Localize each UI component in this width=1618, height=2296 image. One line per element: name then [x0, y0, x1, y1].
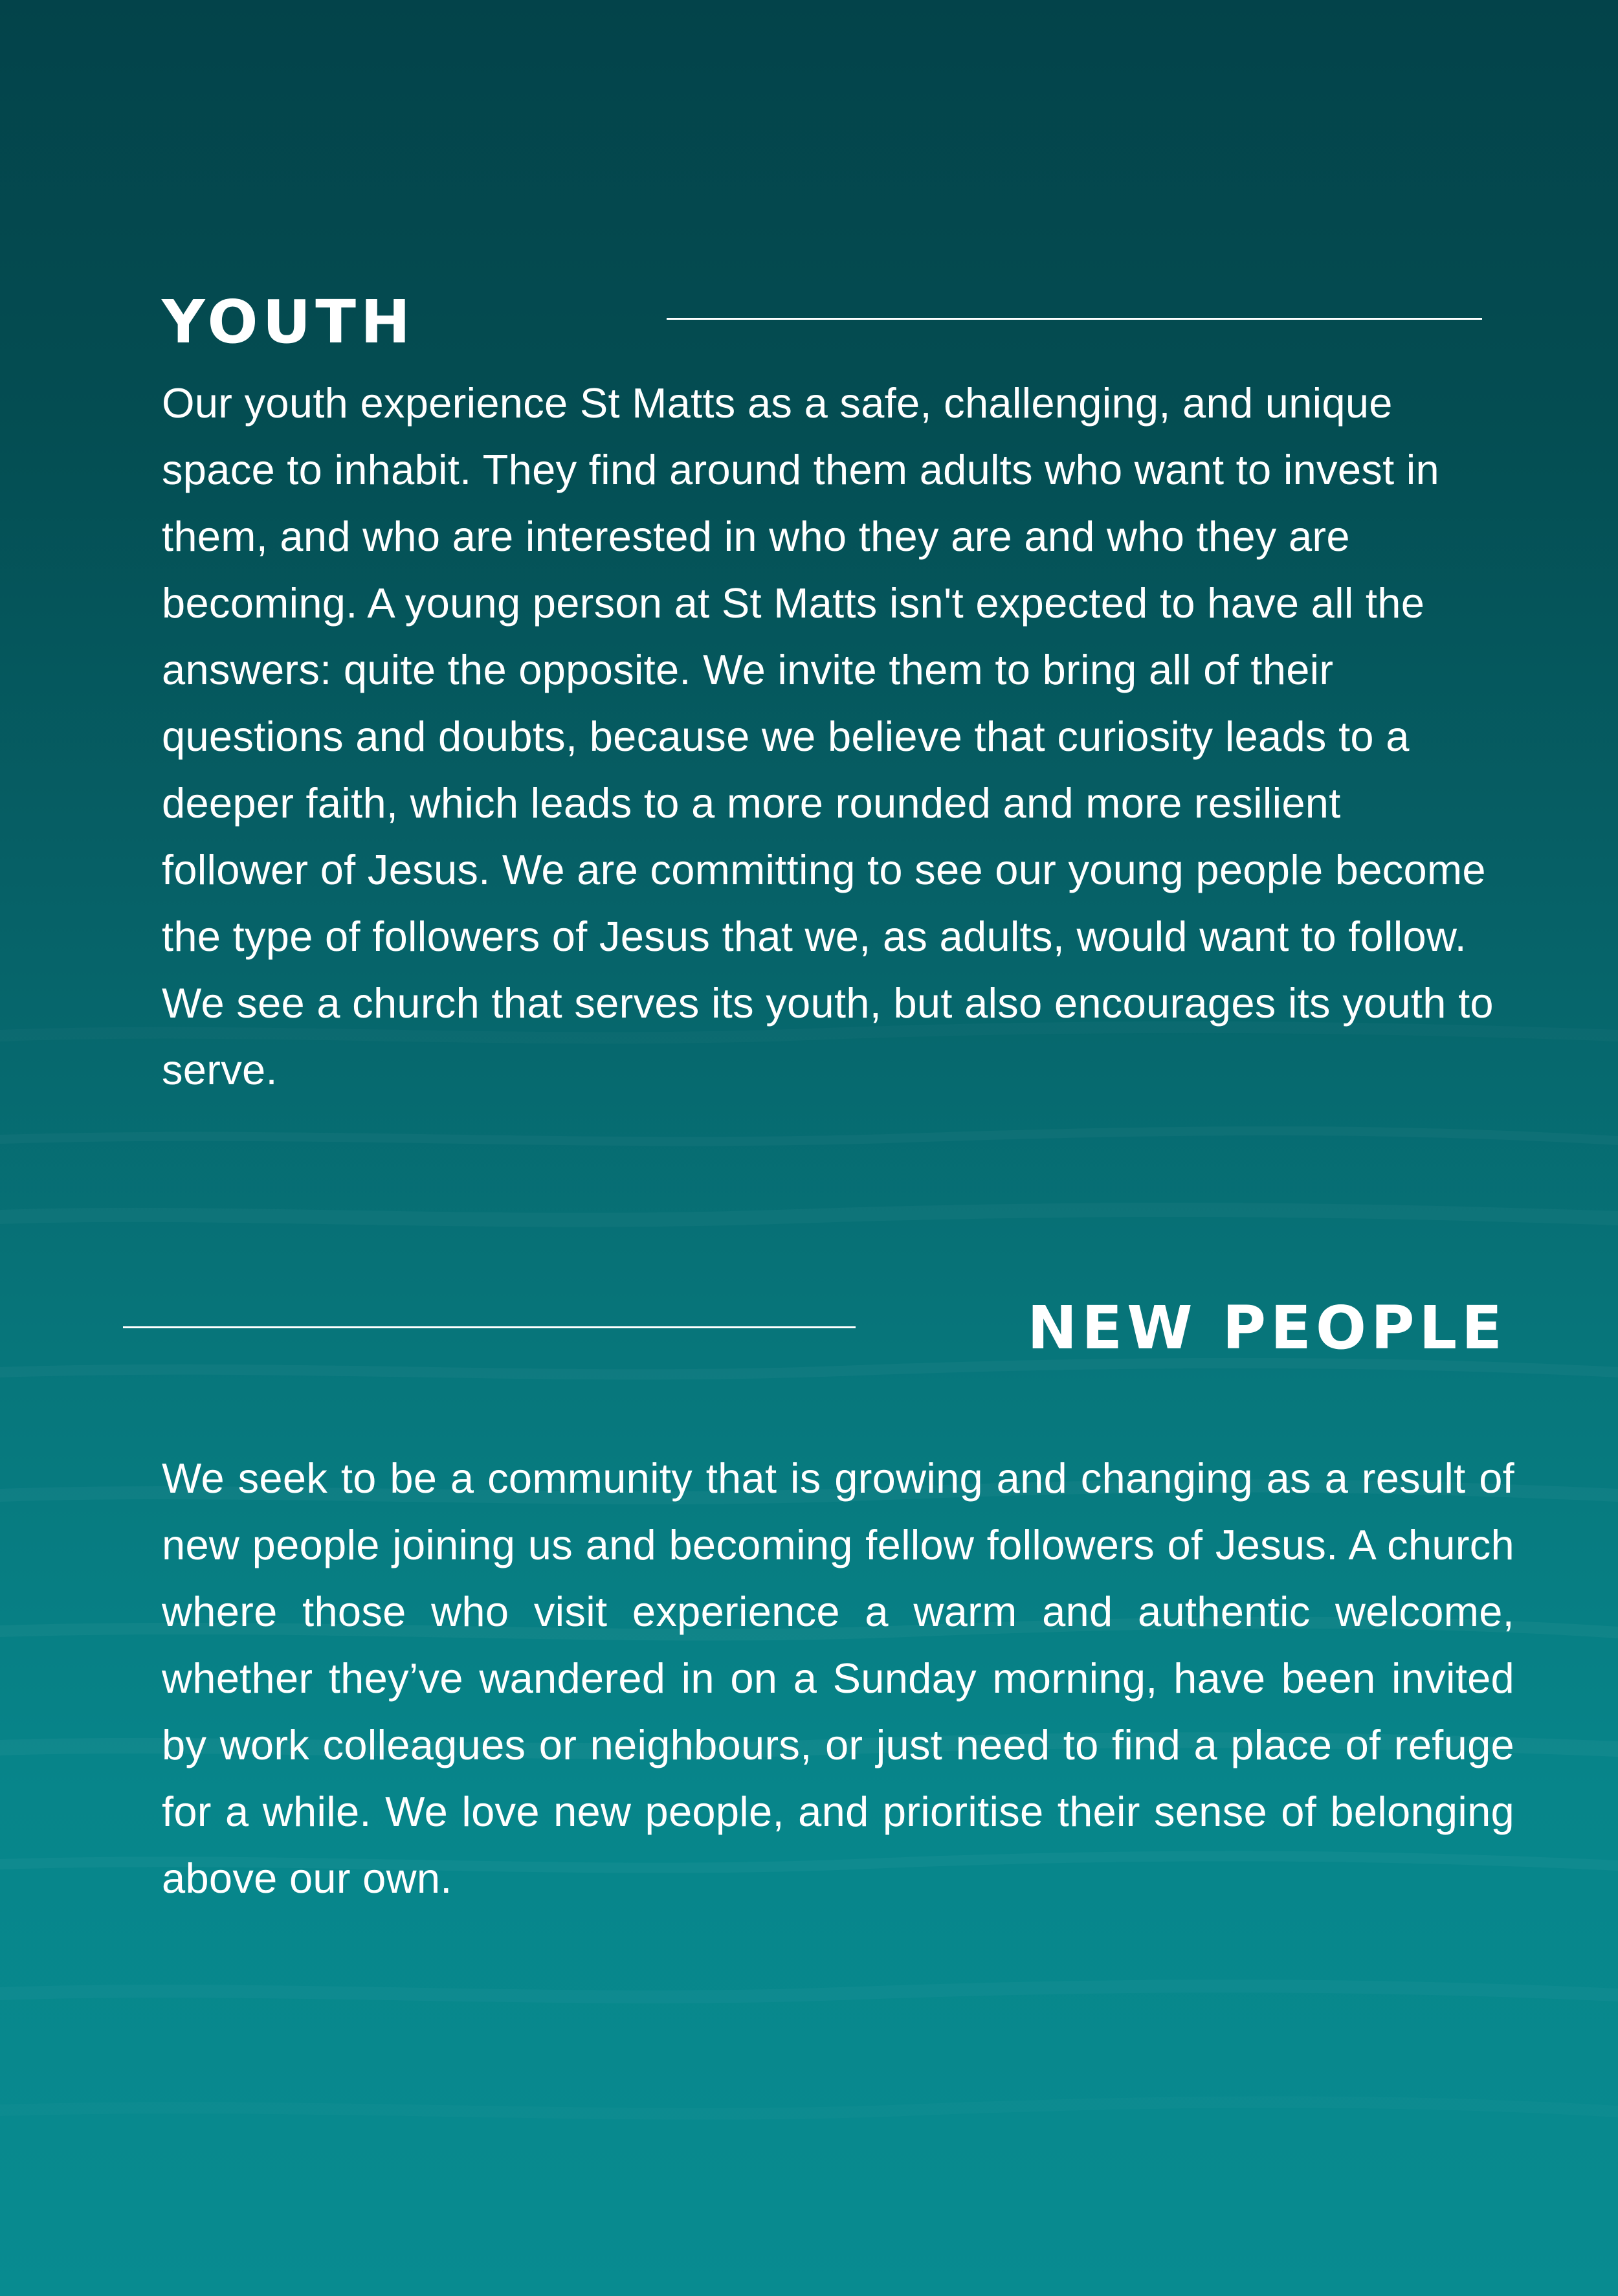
youth-body-text: Our youth experience St Matts as a safe, challenging, and unique space to inhabit. They find around them adults who want to invest in them, and who are interested in who they are and who they are becoming. A young person at St Matts isn't expected to have all the answers: quite the opposite. We invite them to bring all of their questions and doubts, because we believe that curiosity leads to a deeper faith, which leads to a more rounded and more resilient follower of Jesus. We are committing to see our young people become the type of followers of Jesus that we, as adults, would want to follow. We see a church that serves its youth, but also encourages its youth to serve. — [162, 379, 1494, 1093]
youth-heading: YOUTH — [162, 287, 416, 357]
new-people-body-text: We seek to be a community that is growing and changing as a result of new people joining us and becoming fellow followers of Jesus. A church where those who visit experience a warm and authentic welcome, whether they’ve wandered in on a Sunday morning, have been invited by work colleagues or neighbours, or just need to find a place of refuge for a while. We love new people, and prioritise their sense of belonging above our own. — [162, 1455, 1514, 1902]
new-people-divider-line — [123, 1326, 856, 1328]
youth-divider-line — [667, 318, 1482, 320]
new-people-heading: NEW PEOPLE — [1027, 1293, 1507, 1363]
